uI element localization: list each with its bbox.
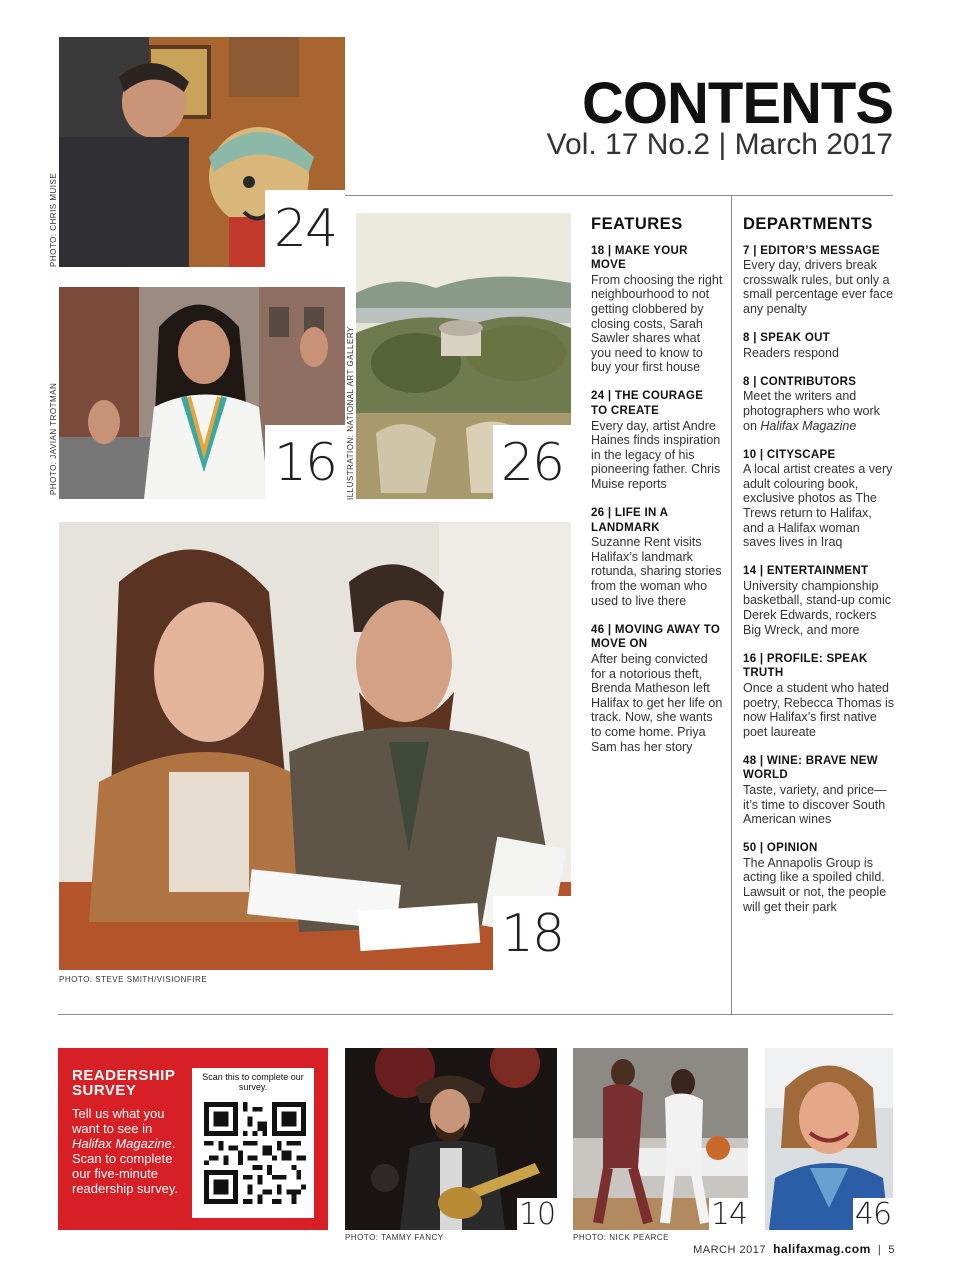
survey-text-pre: Tell us what you want to see in (72, 1106, 165, 1136)
department-title: 14 | ENTERTAINMENT (743, 565, 869, 578)
survey-text (72, 1106, 194, 1196)
department-title: 8 | CONTRIBUTORS (743, 375, 857, 388)
page-number-10: 10 (518, 1196, 556, 1232)
photo-credit-14: PHOTO: NICK PEARCE (573, 1233, 669, 1242)
qr-code-icon[interactable] (204, 1102, 306, 1204)
feature-summary: Every day, artist Andre Haines finds inspiration in the legacy of his pioneering father. Chris Muise reports (591, 418, 721, 491)
feature-title: 24 | THE COURAGE TO CREATE (591, 390, 704, 418)
feature-entry[interactable] (591, 506, 723, 608)
feature-title: 26 | LIFE IN A LANDMARK (591, 507, 668, 534)
department-entry[interactable] (743, 754, 895, 827)
readership-survey-box[interactable] (58, 1048, 328, 1230)
feature-entry[interactable] (591, 623, 723, 754)
department-title: 7 | EDITOR’S MESSAGE (743, 244, 880, 257)
department-summary: A local artist creates a very adult colouring book, exclusive photos as The Trews return to Halifax, and a Halifax woman saves lives in Iraq (743, 462, 893, 550)
department-title: 8 | SPEAK OUT (743, 332, 830, 345)
page-number-18: 18 (493, 896, 571, 971)
department-entry[interactable] (743, 331, 895, 360)
photo-credit-18: PHOTO: STEVE SMITH/VISIONFIRE (59, 975, 208, 984)
department-summary: The Annapolis Group is acting like a spoiled child. Lawsuit or not, the people will get their park (743, 855, 887, 914)
department-entry[interactable] (743, 448, 895, 550)
department-entry[interactable] (743, 375, 895, 433)
page-number-16: 16 (265, 425, 345, 500)
page-number-46: 46 (854, 1196, 892, 1232)
features-column (591, 217, 723, 769)
top-divider (345, 195, 893, 196)
feature-entry[interactable] (591, 389, 723, 491)
department-title: 48 | WINE: BRAVE NEW WORLD (743, 754, 878, 782)
photo-credit-26: ILLUSTRATION: NATIONAL ART GALLERY (346, 326, 355, 500)
footer-page-number: 5 (888, 1244, 895, 1256)
department-summary: Readers respond (743, 345, 839, 360)
department-summary: University championship basketball, stand-up comic Derek Edwards, rockers Big Wreck, and more (743, 578, 891, 637)
features-heading: FEATURES (591, 215, 683, 233)
feature-title: 46 | MOVING AWAY TO MOVE ON (591, 623, 721, 651)
department-summary: Every day, drivers break crosswalk rules, but only a small percentage ever face any penalty (743, 258, 894, 316)
feature-entry[interactable] (591, 244, 723, 375)
department-title: 50 | OPINION (743, 842, 818, 855)
department-entry[interactable] (743, 652, 895, 740)
department-entry[interactable] (743, 564, 895, 637)
photo-credit-16: PHOTO: JAVIAN TROTMAN (49, 382, 58, 495)
column-divider (731, 195, 732, 1015)
issue-info: Vol. 17 No.2 | March 2017 (546, 128, 893, 161)
bottom-divider (58, 1014, 893, 1015)
photo-credit-10: PHOTO: TAMMY FANCY (345, 1233, 444, 1242)
page-number-26: 26 (493, 425, 571, 500)
qr-caption: Scan this to complete our survey. (202, 1072, 304, 1092)
department-summary: Once a student who hated poetry, Rebecca Thomas is now Halifax’s first native poet laureate (743, 680, 894, 739)
department-entry[interactable] (743, 841, 895, 914)
footer-website-link[interactable]: halifaxmag.com (773, 1242, 871, 1256)
department-summary-text: Meet the writers and photographers who work on (743, 389, 880, 433)
department-summary (743, 389, 895, 433)
department-entry[interactable] (743, 244, 895, 317)
page-number-24: 24 (265, 190, 345, 268)
page-title: CONTENTS (582, 71, 893, 136)
photo-credit-24: PHOTO: CHRIS MUISE (49, 172, 58, 267)
survey-title: READERSHIP SURVEY (72, 1067, 176, 1099)
feature-summary: Suzanne Rent visits Halifax’s landmark rotunda, sharing stories from the woman who used to live there (591, 535, 722, 608)
page-number-14: 14 (710, 1196, 748, 1232)
survey-text-post: . Scan to complete our five-minute readership survey. (72, 1136, 178, 1196)
department-title: 16 | PROFILE: SPEAK TRUTH (743, 652, 868, 680)
feature-summary: From choosing the right neighbourhood to not getting clobbered by closing costs, Sarah Sawler shares what you need to know to buy your first house (591, 272, 723, 375)
footer-month: MARCH 2017 (693, 1244, 766, 1256)
department-summary: Taste, variety, and price—it’s time to discover South American wines (743, 783, 887, 827)
feature-title: 18 | MAKE YOUR MOVE (591, 244, 688, 272)
survey-magazine-name: Halifax Magazine (72, 1136, 172, 1151)
page-footer: MARCH 2017 halifaxmag.com | 5 (693, 1242, 895, 1256)
feature-summary: After being convicted for a notorious theft, Brenda Matheson left Halifax to get her life on track. Now, she wants to come home. Priya Sam has her story (591, 651, 723, 754)
magazine-name: Halifax Magazine (760, 418, 857, 433)
department-title: 10 | CITYSCAPE (743, 448, 836, 461)
departments-heading: DEPARTMENTS (743, 215, 873, 233)
qr-card (192, 1068, 314, 1218)
departments-column (743, 217, 895, 929)
